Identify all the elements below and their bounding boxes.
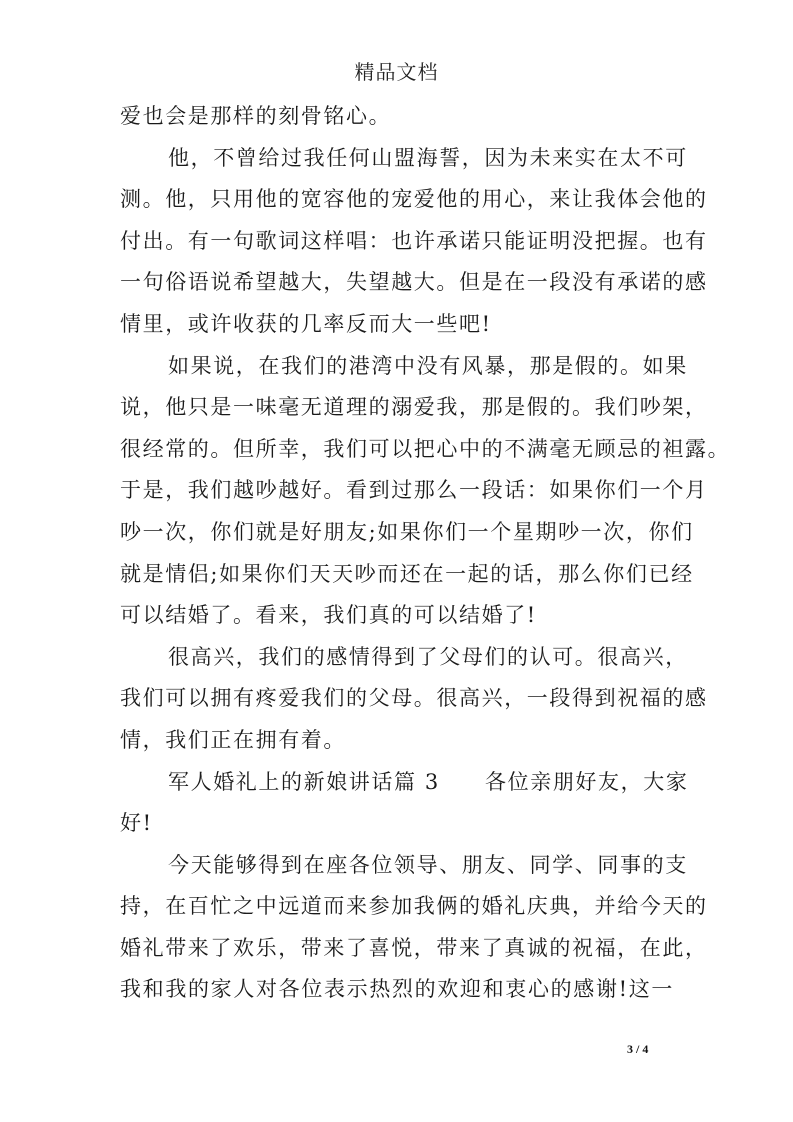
text-line: 就是情侣;如果你们天天吵而还在一起的话，那么你们已经: [120, 561, 694, 586]
text-line: 付出。有一句歌词这样唱：也许承诺只能证明没把握。也有: [120, 228, 708, 253]
text-line: 很经常的。但所幸，我们可以把心中的不满毫无顾忌的袒露。: [120, 436, 731, 461]
section-heading-line: 军人婚礼上的新娘讲话篇 3 各位亲朋好友，大家: [168, 769, 689, 794]
text-line: 爱也会是那样的刻骨铭心。: [120, 104, 392, 128]
text-line: 情，我们正在拥有着。: [120, 727, 346, 752]
text-line: 今天能够得到在座各位领导、朋友、同学、同事的支: [168, 852, 688, 877]
page-header-title: 精品文档: [354, 60, 439, 84]
text-line: 情里，或许收获的几率反而大一些吧!: [120, 311, 492, 336]
text-line: 测。他，只用他的宽容他的宠爱他的用心，来让我体会他的: [120, 187, 708, 212]
text-line: 持，在百忙之中远道而来参加我俩的婚礼庆典，并给今天的: [120, 894, 708, 919]
text-line: 于是，我们越吵越好。看到过那么一段话：如果你们一个月: [120, 478, 708, 503]
text-line: 好!: [120, 811, 153, 836]
text-line: 婚礼带来了欢乐，带来了喜悦，带来了真诚的祝福，在此，: [120, 935, 708, 960]
text-line: 我和我的家人对各位表示热烈的欢迎和衷心的感谢!这一: [120, 977, 674, 1002]
text-line: 一句俗语说希望越大，失望越大。但是在一段没有承诺的感: [120, 270, 708, 295]
text-line: 他，不曾给过我任何山盟海誓，因为未来实在太不可: [168, 145, 688, 170]
text-line: 我们可以拥有疼爱我们的父母。很高兴，一段得到祝福的感: [120, 686, 708, 711]
text-line: 吵一次，你们就是好朋友;如果你们一个星期吵一次，你们: [120, 519, 694, 544]
document-body: [120, 96, 731, 1011]
page-number: 3 / 4: [627, 1042, 649, 1056]
text-line: 很高兴，我们的感情得到了父母们的认可。很高兴，: [168, 644, 688, 669]
text-line: 如果说，在我们的港湾中没有风暴，那是假的。如果: [168, 353, 688, 378]
text-line: 可以结婚了。看来，我们真的可以结婚了!: [120, 603, 537, 628]
text-line: 说，他只是一味毫无道理的溺爱我，那是假的。我们吵架，: [120, 395, 708, 420]
